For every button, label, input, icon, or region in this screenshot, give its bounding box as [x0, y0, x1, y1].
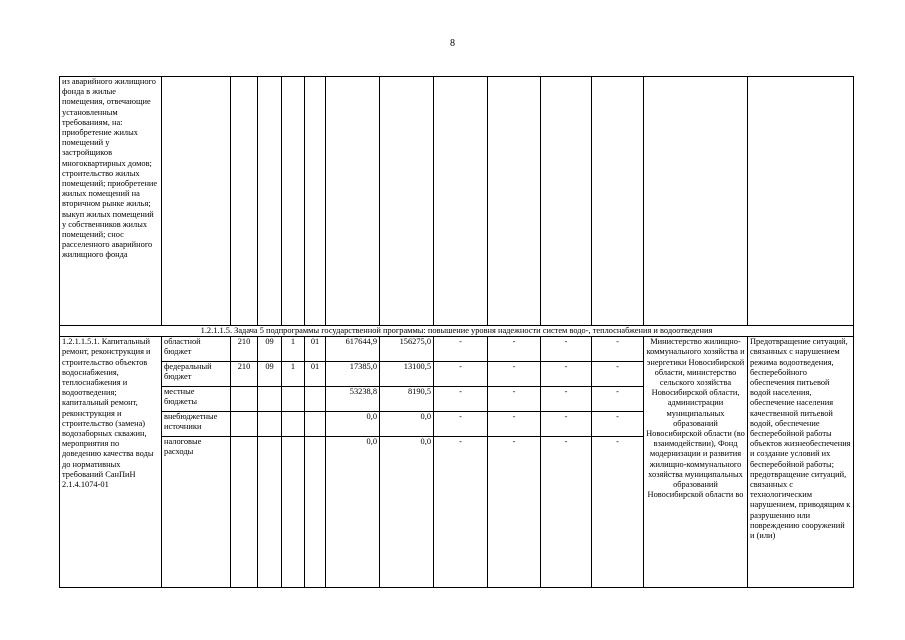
year5-cell: -	[592, 337, 644, 362]
rz-cell: 09	[258, 362, 282, 387]
year2-cell: -	[434, 337, 488, 362]
executors-cell: Министерство жилищно-коммунального хозяйства и энергетики Новосибирской области, министерство сельского хозяйства Новосибирской области, администрации муниципальных образований Новосибирской области (во взаимодействии), Фонд модернизации и развития жилищно-коммунального хозяйства муниципальных образований Новосибирской области во	[644, 337, 748, 588]
csr-cell	[305, 387, 326, 412]
year1-cell: 13100,5	[380, 362, 434, 387]
program-table	[59, 76, 854, 588]
year2-cell: -	[434, 437, 488, 588]
rz-cell	[258, 387, 282, 412]
total-cell: 617644,9	[326, 337, 380, 362]
csr-cell: 01	[305, 337, 326, 362]
rz-cell	[258, 412, 282, 437]
csr-cell	[305, 412, 326, 437]
year5-cell: -	[592, 437, 644, 588]
year5-cell: -	[592, 362, 644, 387]
pr-cell: 1	[282, 362, 305, 387]
finance-source: областной бюджет	[162, 337, 231, 362]
total-cell: 53238,8	[326, 387, 380, 412]
rz-cell	[258, 437, 282, 588]
grbs-cell: 210	[231, 337, 258, 362]
finance-source: внебюджетные источники	[162, 412, 231, 437]
year1-cell: 8190,5	[380, 387, 434, 412]
grbs-cell	[231, 387, 258, 412]
result-cell: Предотвращение ситуаций, связанных с нарушением режима водоотведения, бесперебойного обеспечения питьевой водой населения, обеспечение населения качественной питьевой водой, обеспечение бесперебойной работы объектов жизнеобеспечения и создание условий их бесперебойной работы; предотвращение ситуаций, связанных с технологическим нарушением, приводящим к разрушению или повреждению сооружений и (или)	[748, 337, 854, 588]
table-row	[60, 337, 854, 362]
grbs-cell: 210	[231, 362, 258, 387]
year5-cell: -	[592, 412, 644, 437]
table-row	[60, 326, 854, 337]
pr-cell	[282, 437, 305, 588]
pr-cell	[282, 387, 305, 412]
table-row	[60, 77, 854, 326]
page-number: 8	[450, 38, 455, 49]
year4-cell: -	[541, 412, 592, 437]
grbs-cell	[231, 412, 258, 437]
year1-cell: 0,0	[380, 437, 434, 588]
grbs-cell	[231, 437, 258, 588]
year3-cell: -	[488, 412, 541, 437]
year3-cell: -	[488, 387, 541, 412]
total-cell: 0,0	[326, 437, 380, 588]
pr-cell	[282, 412, 305, 437]
csr-cell: 01	[305, 362, 326, 387]
year1-cell: 156275,0	[380, 337, 434, 362]
task-header: 1.2.1.1.5. Задача 5 подпрограммы государственной программы: повышение уровня надежности систем водо-, теплоснабжения и водоотведения	[60, 326, 854, 337]
year2-cell: -	[434, 412, 488, 437]
csr-cell	[305, 437, 326, 588]
year3-cell: -	[488, 437, 541, 588]
year4-cell: -	[541, 362, 592, 387]
year2-cell: -	[434, 387, 488, 412]
finance-source: налоговые расходы	[162, 437, 231, 588]
measure-cell: 1.2.1.1.5.1. Капитальный ремонт, реконструкция и строительство объектов водоснабжения, теплоснабжения и водоотведения; капитальный ремонт, реконструкция и строительство (замена) водозаборных скважин, мероприятия по доведению качества воды до нормативных требований СанПиН 2.1.4.1074-01	[60, 337, 162, 588]
total-cell: 0,0	[326, 412, 380, 437]
rz-cell: 09	[258, 337, 282, 362]
finance-source: федеральный бюджет	[162, 362, 231, 387]
year3-cell: -	[488, 337, 541, 362]
pr-cell: 1	[282, 337, 305, 362]
total-cell: 17385,0	[326, 362, 380, 387]
measure-description-cell: из аварийного жилищного фонда в жилые помещения, отвечающие установленным требованиям, на: приобретение жилых помещений у застройщиков многоквартирных домов; строительство жилых помещений; приобретение жилых помещений на вторичном рынке жилья; выкуп жилых помещений у собственников жилых помещений; снос расселенного аварийного жилищного фонда	[60, 77, 162, 326]
year3-cell: -	[488, 362, 541, 387]
year1-cell: 0,0	[380, 412, 434, 437]
year4-cell: -	[541, 337, 592, 362]
year4-cell: -	[541, 437, 592, 588]
finance-source: местные бюджеты	[162, 387, 231, 412]
year2-cell: -	[434, 362, 488, 387]
year5-cell: -	[592, 387, 644, 412]
year4-cell: -	[541, 387, 592, 412]
